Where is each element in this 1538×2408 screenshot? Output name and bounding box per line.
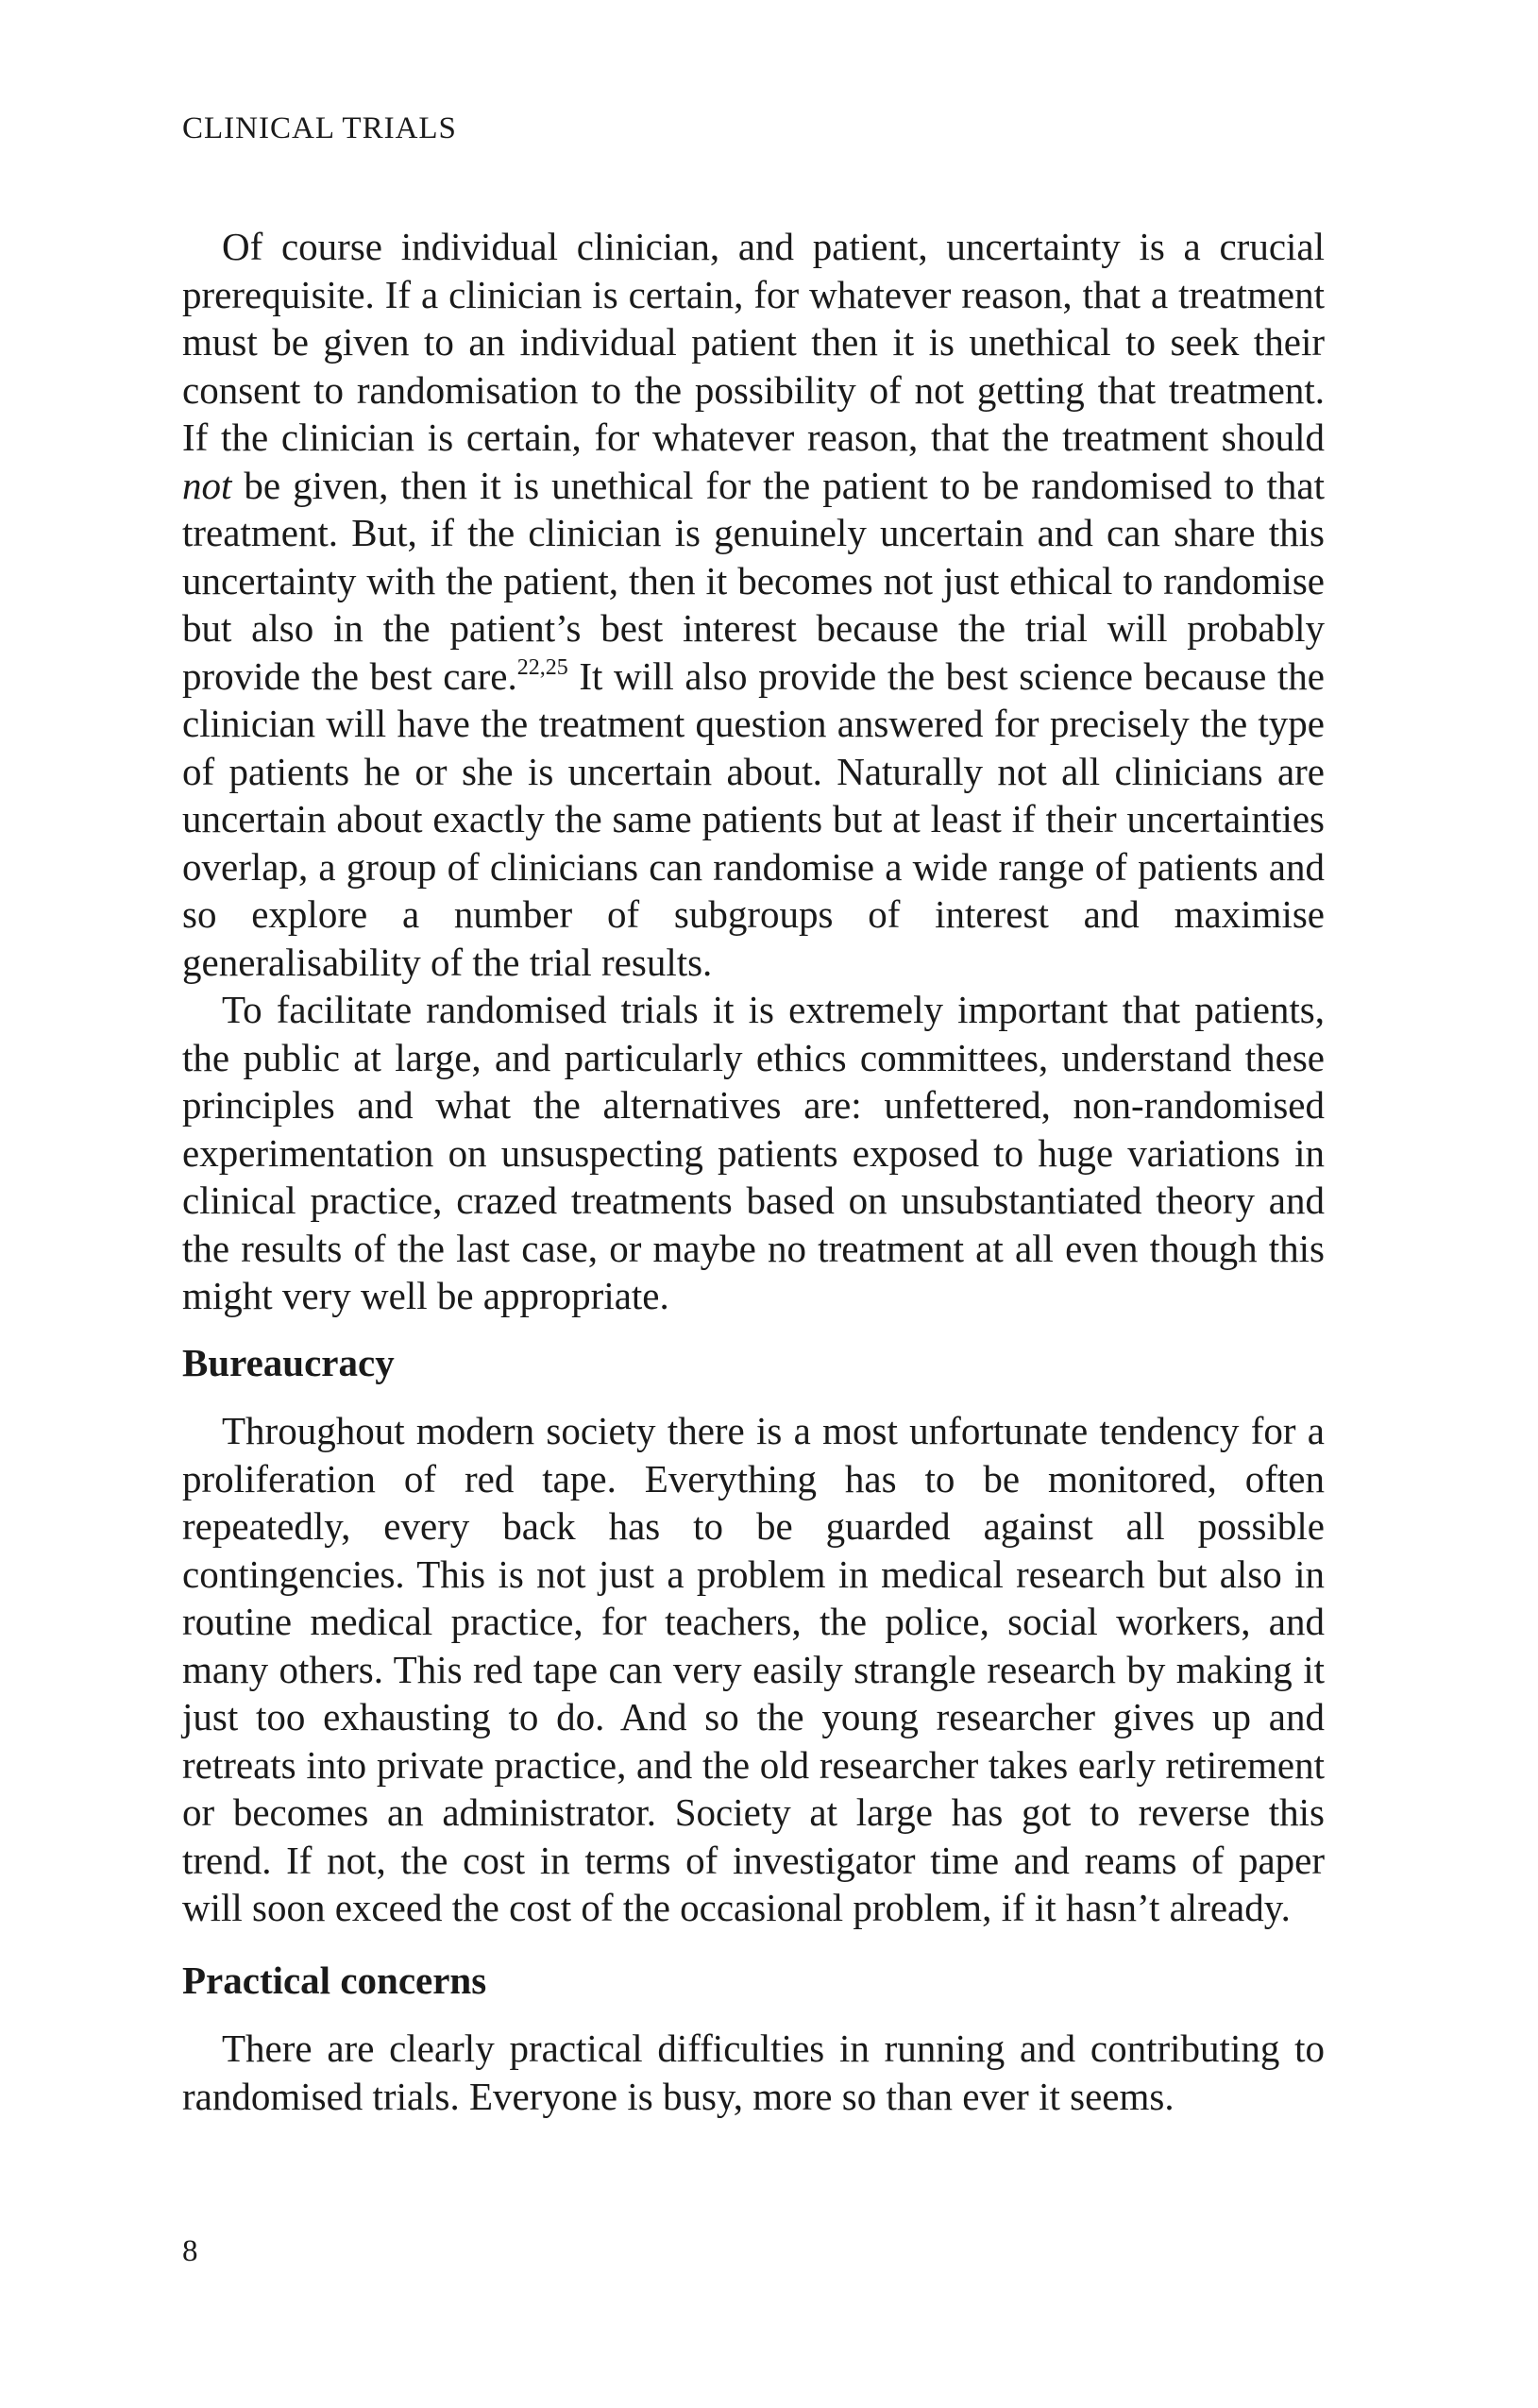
reference-superscript: 22,25 [516,654,568,680]
paragraph-uncertainty-part-b: be given, then it is unethical for the patient to be randomised to that treatment. But, if the clinician is genuinely uncertain and can share this uncertainty with the patient, then it becomes not just ethical to randomise but also in the patient’s best interest because the trial will probably provide the best care. [182,463,1325,698]
heading-practical-concerns: Practical concerns [182,1958,487,2002]
page-number: 8 [182,2234,198,2268]
running-head: CLINICAL TRIALS [182,111,457,145]
paragraph-uncertainty-part-c: It will also provide the best science because the clinician will have the treatment question answered for precisely the type of patients he or she is uncertain about. Naturally not all clinicians are uncertain about exactly the same patients but at least if their uncertainties overlap, a group of clinicians can randomise a wide range of patients and so explore a number of subgroups of interest and maximise generalisability of the trial results. [182,653,1325,984]
heading-bureaucracy: Bureaucracy [182,1340,395,1384]
paragraph-bureaucracy: Throughout modern society there is a most unfortunate tendency for a proliferation of red tape. Everything has to be monitored, often repeatedly, every back has to be guarded against all possible contingencies. This is not just a problem in medical research but also in routine medical practice, for teachers, the police, social workers, and many others. This red tape can very easily strangle research by making it just too exhausting to do. And so the young researcher gives up and retreats into private practice, and the old researcher takes early retirement or becomes an administrator. Society at large has got to reverse this trend. If not, the cost in terms of investigator time and reams of paper will soon exceed the cost of the occasional problem, if it hasn’t already. [182,1409,1325,1929]
paragraph-uncertainty [182,223,1325,986]
paragraph-facilitate: To facilitate randomised trials it is extremely important that patients, the public at large, and particularly ethics committees, understand these principles and what the alternatives are: unfettered, non-randomised experimentation on unsuspecting patients exposed to huge variations in clinical practice, crazed treatments based on unsubstantiated theory and the results of the last case, or maybe no treatment at all even though this might very well be appropriate. [182,988,1325,1317]
emphasis-not: not [182,463,232,507]
paragraph-uncertainty-part-a: Of course individual clinician, and patient, uncertainty is a crucial prerequisite. If a clinician is certain, for whatever reason, that a treatment must be given to an individual patient then it is unethical to seek their consent to randomisation to the possibility of not getting that treatment. If the clinician is certain, for whatever reason, that the treatment should [182,225,1325,459]
body-text [182,223,1325,2120]
paragraph-practical: There are clearly practical difficulties in running and contributing to randomised trials. Everyone is busy, more so than ever it seems. [182,2026,1325,2118]
